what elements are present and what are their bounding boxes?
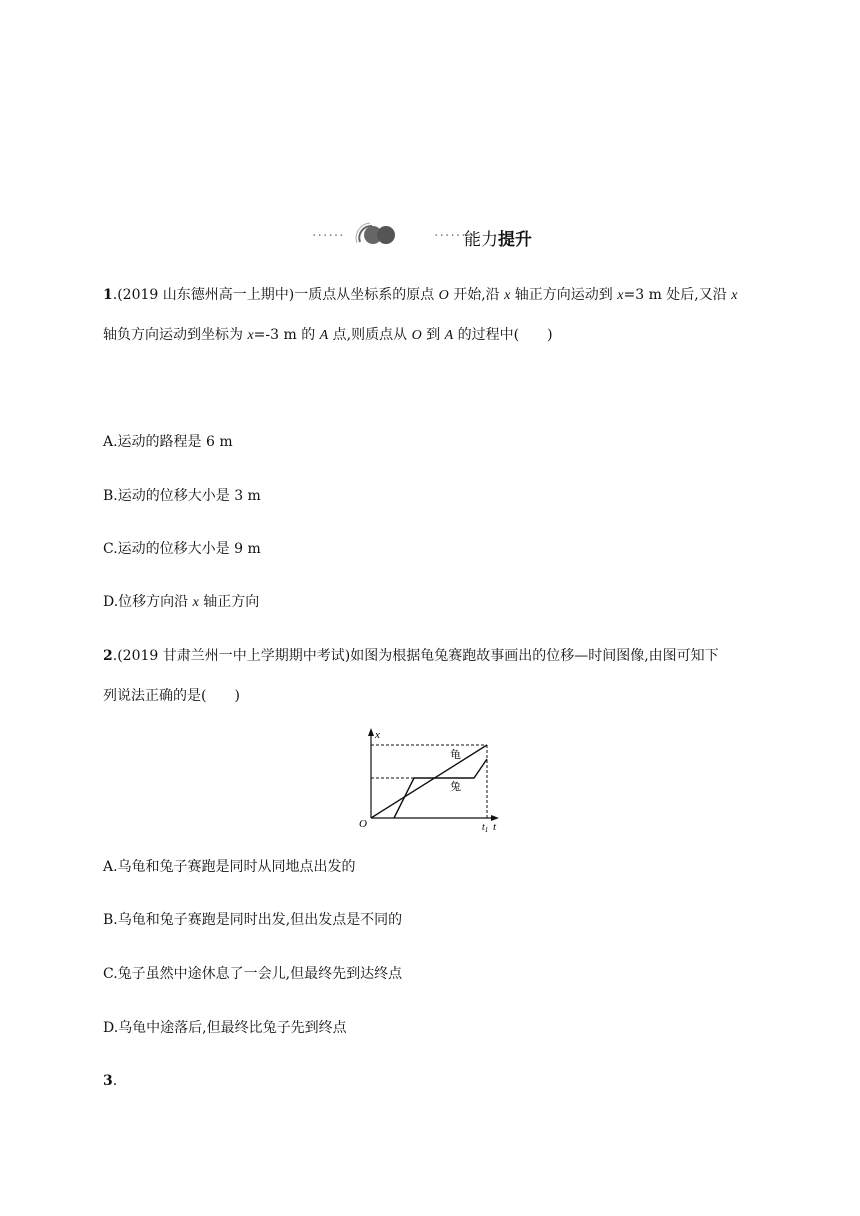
q1-option-a[interactable] <box>103 432 233 452</box>
q1-number: 1 <box>103 287 113 303</box>
t1-label <box>482 822 488 834</box>
q1-line-1 <box>103 285 737 306</box>
q1-stem-line-1 <box>113 287 738 303</box>
text-run: . <box>112 1073 118 1089</box>
math-variable: x <box>192 595 199 610</box>
q3-line-1 <box>103 1071 117 1091</box>
text-run: B.乌龟和兔子赛跑是同时出发,但出发点是不同的 <box>103 912 403 928</box>
x-axis-label: t <box>493 821 497 833</box>
q1-option-d[interactable] <box>103 592 259 613</box>
q3-number: 3 <box>103 1073 113 1089</box>
text-run: 点,则质点从 <box>328 327 412 343</box>
origin-label: O <box>359 818 367 830</box>
text-run: A.乌龟和兔子赛跑是同时从同地点出发的 <box>103 859 356 875</box>
text-run: .(2019 山东德州高一上期中)一质点从坐标系的原点 <box>112 287 439 303</box>
text-run: B.运动的位移大小是 3 m <box>103 488 261 504</box>
q1-line-2 <box>103 325 553 346</box>
q2-stem-line-2 <box>103 688 240 704</box>
q1-stem-line-2 <box>103 327 553 343</box>
q3-stem-line-1 <box>113 1073 117 1089</box>
rabbit-label: 兔 <box>450 780 461 793</box>
section-header <box>312 222 552 252</box>
q1-option-b[interactable] <box>103 486 261 506</box>
text-run: =-3 m 的 <box>253 327 320 343</box>
text-run: C.运动的位移大小是 9 m <box>103 541 261 557</box>
q2-number: 2 <box>103 648 113 664</box>
text-run: A.运动的路程是 6 m <box>103 434 233 450</box>
text-run: 轴正方向运动到 <box>510 287 618 303</box>
math-variable: A <box>319 328 329 343</box>
q1-option-c[interactable] <box>103 539 261 559</box>
q2-option-a[interactable] <box>103 857 356 877</box>
text-run: D.乌龟中途落后,但最终比兔子先到终点 <box>103 1020 347 1036</box>
text-run: 列说法正确的是( ) <box>103 688 240 704</box>
text-run: 开始,沿 <box>448 287 505 303</box>
header-dots-right: ······ <box>434 228 467 244</box>
q2-line-1 <box>103 646 719 666</box>
header-dots-left: ······ <box>312 228 345 244</box>
t1-main: t <box>482 822 485 833</box>
text-run: 轴正方向 <box>198 594 260 610</box>
text-run: =3 m 处后,又沿 <box>623 287 732 303</box>
header-emblem-icon <box>354 222 400 248</box>
y-axis-arrow-icon <box>368 728 374 736</box>
text-run: 到 <box>421 327 445 343</box>
math-variable: A <box>444 328 454 343</box>
turtle-label: 龟 <box>450 748 461 761</box>
xt-graph-figure <box>356 726 506 838</box>
rabbit-line <box>394 759 487 818</box>
math-variable: O <box>411 328 422 343</box>
turtle-line <box>371 745 487 818</box>
q2-line-2 <box>103 686 240 706</box>
section-title-normal: 能力 <box>464 230 498 250</box>
q2-option-c[interactable] <box>103 964 402 984</box>
y-axis-label: x <box>375 729 380 741</box>
t1-subscript: 1 <box>484 826 489 834</box>
text-run: D.位移方向沿 <box>103 594 193 610</box>
text-run: .(2019 甘肃兰州一中上学期期中考试)如图为根据龟兔赛跑故事画出的位移—时间图像,由图可知下 <box>112 648 719 664</box>
section-title <box>464 225 532 250</box>
text-run: C.兔子虽然中途休息了一会儿,但最终先到达终点 <box>103 966 403 982</box>
text-run: 轴负方向运动到坐标为 <box>103 327 248 343</box>
math-variable: O <box>438 288 449 303</box>
math-variable: x <box>617 288 624 303</box>
q2-option-d[interactable] <box>103 1018 347 1038</box>
math-variable: x <box>504 288 511 303</box>
math-variable: x <box>247 328 254 343</box>
q2-option-b[interactable] <box>103 910 402 930</box>
q2-stem-line-1 <box>113 648 719 664</box>
math-variable: x <box>731 288 738 303</box>
section-title-bold: 提升 <box>498 230 532 250</box>
text-run: 的过程中( ) <box>453 327 553 343</box>
